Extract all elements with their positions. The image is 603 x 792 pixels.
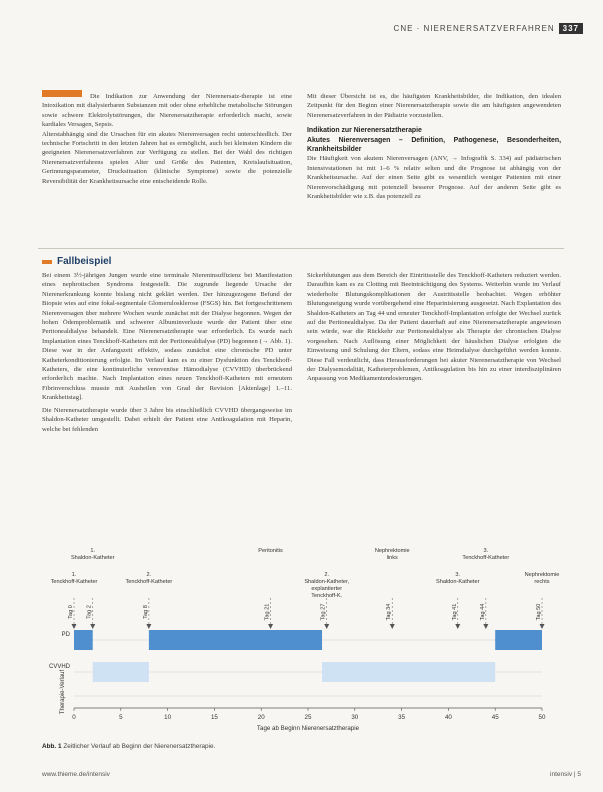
event-label: Peritonitis xyxy=(258,548,283,554)
event-label: links xyxy=(386,555,398,561)
event-arrow xyxy=(324,624,329,629)
event-label: Tenckhoff-Katheter xyxy=(462,555,510,561)
footer-url: www.thieme.de/intensiv xyxy=(42,771,110,778)
event-tag: Tag 21 xyxy=(264,603,271,621)
event-label: Tenckhoff-Katheter xyxy=(50,579,98,585)
paragraph: Sickerblutungen aus dem Bereich der Eintrittsstelle des Tenckhoff-Katheters reduziert werden. Daraufhin kam es zu Clotting mit Beeinträchtigung des Systems. Weiterhin wurde im Verlauf wiederholte Blutungskomplikationen der Austrittsstelle beobachtet. Wegen erhöhter Blutungsneigung wurde vorübergehend eine Heparinisierung ausgesetzt. Nach Explantation des Shaldon-Katheters an Tag 44 und erneuter Tenckhoff-Implantation erfolgte der Wechsel zurück auf die Peritonealdialyse. Da der Patient dauerhaft auf eine Nierenersatztherapie angewiesen sein würde, war die Rückkehr zur Peritonealdialyse als Therapie der chronischen Dialyse vorgesehen. Nach Auflösung einer Möglichkeit der häuslichen Dialyse erfolgten die Einweisung und Schulung der Eltern, sodass eine Heimdialyse durchgeführt werden konnte. Diese Fall verdeutlicht, dass Herausforderungen bei akuter Nierenersatztherapie von Wechsel der Dialysemodalität, Katheterproblemen, Antikoagulation bis hin zu einer interdisziplinären Anpassung von Medikamentendosierungen. xyxy=(307,272,561,383)
event-label: Tenckhoff-Katheter xyxy=(125,579,173,585)
top-right-column xyxy=(307,92,561,201)
row-label: PD xyxy=(61,632,70,638)
x-tick-label: 10 xyxy=(164,714,172,721)
footer-page: intensiv | 5 xyxy=(550,771,581,778)
row-label: Therapie-Verlauf xyxy=(60,669,66,715)
event-tag: Tag 27 xyxy=(320,603,327,621)
divider xyxy=(38,248,564,249)
paragraph: Bei einem 3½-jährigen Jungen wurde eine terminale Niereninsuffizienz bei Manifestation eines nephrotischen Syndroms festgestellt. Die zugrunde liegende Ursache der Nierenerkrankung konnte bislang nicht geklärt werden. Der hinzugezogene Befund der Biopsie wies auf eine fokal-segmentale Glomerulosklerose (FSGS) hin. Bei fortgeschrittenem Nierenversagen über mehrere Wochen wurde zunächst mit der Dialyse begonnen. Wegen der hohen Ödemproblematik und schwerer Albuminverluste wurde der Patient über eine Peritonealdialyse behandelt. Eine Nierenersatztherapie war erforderlich. Es wurde nach Implantation eines Tenckhoff-Katheters mit der Peritonealdialyse (PD) begonnen (→ Abb. 1). Diese war in der Anfangszeit effektiv, sodass zunächst eine chronische PD unter Katheterkonditionierung erfolgte. Im Verlauf kam es zu einer Dysfunktion des Tenckhoff-Katheters, die eine kontinuierliche venovenöse Hämodialyse (CVVHD) überbrückend erforderlich machte. Nach Implantation eines neuen Tenckhoff-Katheters mit erneutem Fibrinverschluss musste mit Ausheilen von Grad der Revision [Aktenlage] 1.–11. Krankheitstag]. xyxy=(42,272,292,402)
series-bar-cvvhd xyxy=(93,662,149,682)
event-label: rechts xyxy=(534,579,550,585)
event-tag: Tag 44 xyxy=(479,603,486,621)
event-arrow xyxy=(390,624,395,629)
x-tick-label: 50 xyxy=(538,714,546,721)
event-tag: Tag 0 xyxy=(68,605,74,619)
timeline-svg xyxy=(20,538,582,750)
event-arrow xyxy=(483,624,488,629)
x-tick-label: 20 xyxy=(257,714,265,721)
case-title-text: Fallbeispiel xyxy=(57,256,112,267)
case-marker xyxy=(42,260,52,264)
top-left-column xyxy=(42,92,292,186)
case-title xyxy=(42,256,111,267)
header-title: CNE · NIERENERSATZVERFAHREN xyxy=(393,24,555,33)
event-arrow xyxy=(146,624,151,629)
event-arrow xyxy=(72,624,77,629)
event-tag: Tag 2 xyxy=(86,605,93,619)
paragraph: Die Indikation zur Anwendung der Nierenersatz-therapie ist eine Intoxikation mit dialysierbaren Substanzen mit oder ohne erhebliche metabolische Störungen sowie schwere Elektrolytstörungen, die Nierenersatztherapie erforderlich macht, sowie kardiales Versagen, Sepsis. xyxy=(42,93,292,129)
event-label: Shaldon-Katheter xyxy=(435,579,480,585)
event-tag: Tag 8 xyxy=(142,605,149,619)
event-label: Shaldon-Katheter xyxy=(70,555,115,561)
x-tick-label: 40 xyxy=(444,714,452,721)
event-tag: Tag 50 xyxy=(536,603,542,621)
series-bar-cvvhd xyxy=(322,662,495,682)
caption-text: Zeitlicher Verlauf ab Beginn der Nierenersatztherapie. xyxy=(63,743,216,750)
event-label: Shaldon-Katheter, xyxy=(304,579,350,585)
event-label: explantierter xyxy=(311,586,343,592)
event-tag: Tag 41 xyxy=(451,603,458,621)
series-bar-pd xyxy=(74,630,93,650)
x-tick-label: 30 xyxy=(351,714,359,721)
timeline-chart xyxy=(20,538,582,750)
event-arrow xyxy=(268,624,273,629)
event-label: Nephrektomie xyxy=(374,548,410,554)
x-tick-label: 5 xyxy=(119,714,123,721)
x-tick-label: 35 xyxy=(398,714,406,721)
series-bar-pd xyxy=(495,630,542,650)
event-label: 1. xyxy=(71,572,77,578)
series-bar-pd xyxy=(149,630,322,650)
row-label: CVVHD xyxy=(48,664,70,670)
event-arrow xyxy=(455,624,460,629)
event-label: 3. xyxy=(483,548,489,554)
x-tick-label: 25 xyxy=(304,714,312,721)
event-arrow xyxy=(540,624,545,629)
event-label: Nephrektomie xyxy=(524,572,560,578)
section-heading: Indikation zur Nierenersatztherapie xyxy=(307,127,422,135)
caption-label: Abb. 1 xyxy=(42,743,62,750)
event-label: 1. xyxy=(90,548,96,554)
event-label: 2. xyxy=(146,572,152,578)
intro-paragraph: Mit dieser Übersicht ist es, die häufigsten Krankheitsbilder, die Indikation, den idealen Zeitpunkt für den Beginn einer Nierenersatztherapie sowie die am häufigsten angewendeten Nierenersatzverfahren in der Pädiatrie vorzustellen. xyxy=(307,93,561,119)
paragraph: Alterstabhängig sind die Ursachen für ein akutes Nierenversagen recht unterschiedlich. Der technische Fortschritt in den letzten Jahren hat es ermöglicht, auch bei kleinsten Kindern die geeigneten Nierenersatzverfahren zur Verfügung zu stellen. Bei der Wahl des richtigen Nierenersatzverfahrens spielen Alter und Größe des Patienten, Kreislaufsituation, Gerinnungsparameter, Drucksituation (klinische Symptome) sowie die potenzielle Reversibilität der Krankheitsursache eine entscheidende Rolle. xyxy=(42,130,292,185)
figure-caption xyxy=(42,743,215,750)
running-header xyxy=(394,23,583,34)
event-tag: Tag 34 xyxy=(386,603,393,621)
x-tick-label: 45 xyxy=(491,714,499,721)
case-left-column xyxy=(42,271,292,434)
section-subheading: Akutes Nierenversagen – Definition, Pathogenese, Besonderheiten, Krankheitsbilder xyxy=(307,136,561,154)
event-label: 3. xyxy=(455,572,461,578)
event-label: 2. xyxy=(324,572,330,578)
page-number: 337 xyxy=(559,23,583,34)
case-right-column xyxy=(307,271,561,384)
x-axis-label: Tage ab Beginn Nierenersatztherapie xyxy=(256,725,360,732)
event-label: Tenckhoff-K. xyxy=(311,593,343,599)
x-tick-label: 0 xyxy=(72,714,76,721)
event-arrow xyxy=(90,624,95,629)
paragraph: Die Häufigkeit von akutem Nierenversagen (ANV, → Infografik S. 334) auf pädiatrischen Intensivstationen ist mit 1–6 % relativ selten und die Prognose ist abhängig von der Krankheitsursache. Auf der einen Seite gibt es wesentlich weniger Patienten mit einer Nierenvorschädigung mit potenziell besserer Prognose. Auf der anderen Seite gibt es Krankheitsbilder wie z.B. das potenziell zu xyxy=(307,155,561,201)
x-tick-label: 15 xyxy=(210,714,218,721)
paragraph: Die Nierenersatztherapie wurde über 3 Jahre bis einschließlich CVVHD übergangsweise im Shaldon-Katheter umgestellt. Dabei erhielt der Patient eine Antikoagulation mit Heparin, welche bei fehlenden xyxy=(42,406,292,433)
